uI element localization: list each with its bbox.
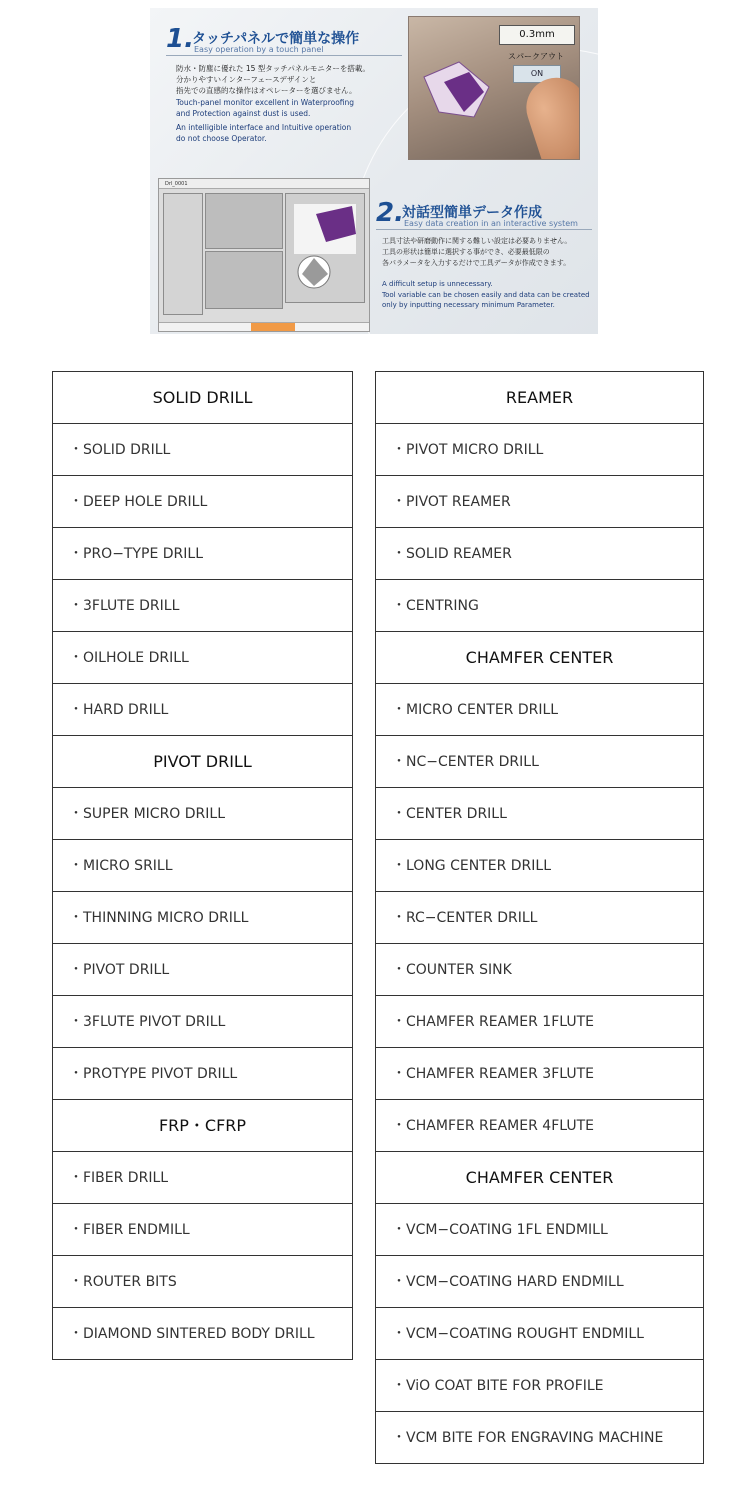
category-header-row — [53, 371, 352, 423]
screen-preview-graphic — [286, 194, 364, 302]
product-row — [53, 995, 352, 1047]
touch-panel-photo — [408, 16, 580, 160]
product-row — [53, 1203, 352, 1255]
product-row — [376, 1307, 703, 1359]
product-name: ・ROUTER BITS — [69, 1274, 177, 1290]
section1-jp-line: 防水・防塵に優れた 15 型タッチパネルモニターを搭載。 — [176, 64, 370, 73]
product-row — [53, 683, 352, 735]
product-name: ・CHAMFER REAMER 3FLUTE — [392, 1066, 594, 1082]
product-name: ・CHAMFER REAMER 1FLUTE — [392, 1014, 594, 1030]
product-name: ・COUNTER SINK — [392, 962, 512, 978]
product-row — [376, 579, 703, 631]
section2-rule — [376, 229, 592, 230]
spark-out-on-button: ON — [513, 65, 561, 83]
product-name: ・VCM BITE FOR ENGRAVING MACHINE — [392, 1430, 664, 1446]
product-row — [376, 1099, 703, 1151]
product-row — [53, 943, 352, 995]
product-row — [376, 891, 703, 943]
product-row — [376, 683, 703, 735]
section2-en-line: Tool variable can be chosen easily and data can be created — [382, 290, 590, 299]
category-title: SOLID DRILL — [152, 388, 253, 407]
product-row — [376, 1255, 703, 1307]
product-row — [376, 423, 703, 475]
drill-tool-image — [419, 57, 509, 127]
section1-en-line: An intelligible interface and Intuitive operation — [176, 123, 352, 132]
feature-banner — [150, 8, 598, 334]
section2-jp-line: 工具の形状は簡単に選択する事ができ、必要最低限の — [382, 248, 550, 256]
product-name: ・THINNING MICRO DRILL — [69, 910, 249, 926]
section1-en-line: and Protection against dust is used. — [176, 108, 311, 118]
product-name: ・PIVOT MICRO DRILL — [392, 442, 544, 458]
section2-jp-line: 各パラメータを入力するだけで工具データが作成できます。 — [382, 259, 571, 267]
product-name: ・LONG CENTER DRILL — [392, 858, 551, 874]
section2-en-line: A difficult setup is unnecessary. — [382, 280, 493, 288]
category-title: FRP・CFRP — [158, 1116, 247, 1135]
category-header-row — [376, 371, 703, 423]
product-name: ・MICRO SRILL — [69, 858, 173, 874]
spark-out-label: スパークアウト — [508, 52, 564, 61]
section2-subtitle: Easy data creation in an interactive system — [404, 219, 578, 228]
product-row — [376, 1359, 703, 1411]
product-row — [376, 1203, 703, 1255]
section2-jp-text — [382, 236, 596, 269]
product-name: ・NC−CENTER DRILL — [392, 754, 539, 770]
screen-tool-list — [163, 193, 203, 315]
product-name: ・VCM−COATING ROUGHT ENDMILL — [392, 1326, 644, 1342]
product-name: ・PIVOT REAMER — [392, 494, 511, 510]
screen-param-panel — [205, 251, 283, 309]
category-header-row — [376, 631, 703, 683]
section1-jp-line: 指先での直感的な操作はオペレーターを選びません。 — [176, 86, 357, 95]
category-title: CHAMFER CENTER — [465, 1168, 614, 1187]
product-name: ・ViO COAT BITE FOR PROFILE — [392, 1378, 604, 1394]
product-name: ・FIBER ENDMILL — [69, 1222, 190, 1238]
product-name: ・DEEP HOLE DRILL — [69, 494, 208, 510]
screen-active-tab — [251, 323, 295, 331]
category-title: CHAMFER CENTER — [465, 648, 614, 667]
product-name: ・HARD DRILL — [69, 702, 169, 718]
section2-jp-line: 工具寸法や研磨動作に関する難しい設定は必要ありません。 — [382, 237, 572, 245]
category-title: REAMER — [505, 388, 574, 407]
product-name: ・SOLID DRILL — [69, 442, 171, 458]
product-name: ・VCM−COATING 1FL ENDMILL — [392, 1222, 608, 1238]
category-header-row — [53, 1099, 352, 1151]
section2-number: 2. — [376, 198, 404, 228]
product-name: ・RC−CENTER DRILL — [392, 910, 538, 926]
product-name: ・FIBER DRILL — [69, 1170, 169, 1186]
screen-title-bar: Drl_0001 — [159, 179, 369, 189]
software-screen-image — [158, 178, 370, 332]
section1-en-line: Touch-panel monitor excellent in Waterproofing — [176, 98, 355, 107]
product-name: ・MICRO CENTER DRILL — [392, 702, 559, 718]
product-row — [376, 787, 703, 839]
product-name: ・3FLUTE DRILL — [69, 598, 180, 614]
product-row — [53, 1307, 352, 1360]
product-row — [53, 475, 352, 527]
product-name: ・PRO−TYPE DRILL — [69, 546, 203, 562]
screen-preview-panel — [285, 193, 365, 303]
product-name: ・CHAMFER REAMER 4FLUTE — [392, 1118, 594, 1134]
product-row — [376, 735, 703, 787]
section2-en-line: only by inputting necessary minimum Parameter. — [382, 301, 555, 309]
product-row — [376, 1411, 703, 1464]
product-row — [53, 1151, 352, 1203]
section1-en-text — [176, 98, 416, 144]
product-row — [53, 839, 352, 891]
product-name: ・PIVOT DRILL — [69, 962, 170, 978]
product-row — [376, 1047, 703, 1099]
section1-subtitle: Easy operation by a touch panel — [194, 45, 324, 54]
product-name: ・SUPER MICRO DRILL — [69, 806, 226, 822]
product-row — [53, 527, 352, 579]
product-row — [53, 579, 352, 631]
product-row — [53, 1047, 352, 1099]
product-row — [376, 839, 703, 891]
product-name: ・PROTYPE PIVOT DRILL — [69, 1066, 238, 1082]
screen-param-panel — [205, 193, 283, 249]
depth-display: 0.3mm — [499, 25, 575, 45]
product-row — [53, 423, 352, 475]
product-row — [53, 1255, 352, 1307]
product-row — [376, 943, 703, 995]
product-name: ・CENTRING — [392, 598, 479, 614]
category-header-row — [53, 735, 352, 787]
section1-rule — [166, 55, 402, 56]
product-name: ・CENTER DRILL — [392, 806, 507, 822]
product-row — [53, 891, 352, 943]
section2-title: 対話型簡単データ作成 — [402, 205, 542, 221]
product-row — [376, 475, 703, 527]
product-name: ・VCM−COATING HARD ENDMILL — [392, 1274, 624, 1290]
finger-image — [519, 70, 580, 160]
section1-en-line: do not choose Operator. — [176, 133, 267, 143]
product-name: ・SOLID REAMER — [392, 546, 512, 562]
right-product-table — [375, 371, 704, 1464]
product-name: ・3FLUTE PIVOT DRILL — [69, 1014, 226, 1030]
product-row — [376, 995, 703, 1047]
section2-en-text — [382, 279, 596, 311]
product-row — [53, 631, 352, 683]
left-product-table — [52, 371, 353, 1360]
section1-jp-text — [176, 63, 416, 96]
section1-title: タッチパネルで簡単な操作 — [192, 31, 360, 47]
product-row — [376, 527, 703, 579]
section1-number: 1. — [166, 24, 194, 54]
product-row — [53, 787, 352, 839]
category-title: PIVOT DRILL — [153, 752, 252, 771]
category-header-row — [376, 1151, 703, 1203]
product-name: ・DIAMOND SINTERED BODY DRILL — [69, 1326, 315, 1342]
product-name: ・OILHOLE DRILL — [69, 650, 189, 666]
section1-jp-line: 分かりやすいインターフェースデザインと — [176, 75, 317, 84]
